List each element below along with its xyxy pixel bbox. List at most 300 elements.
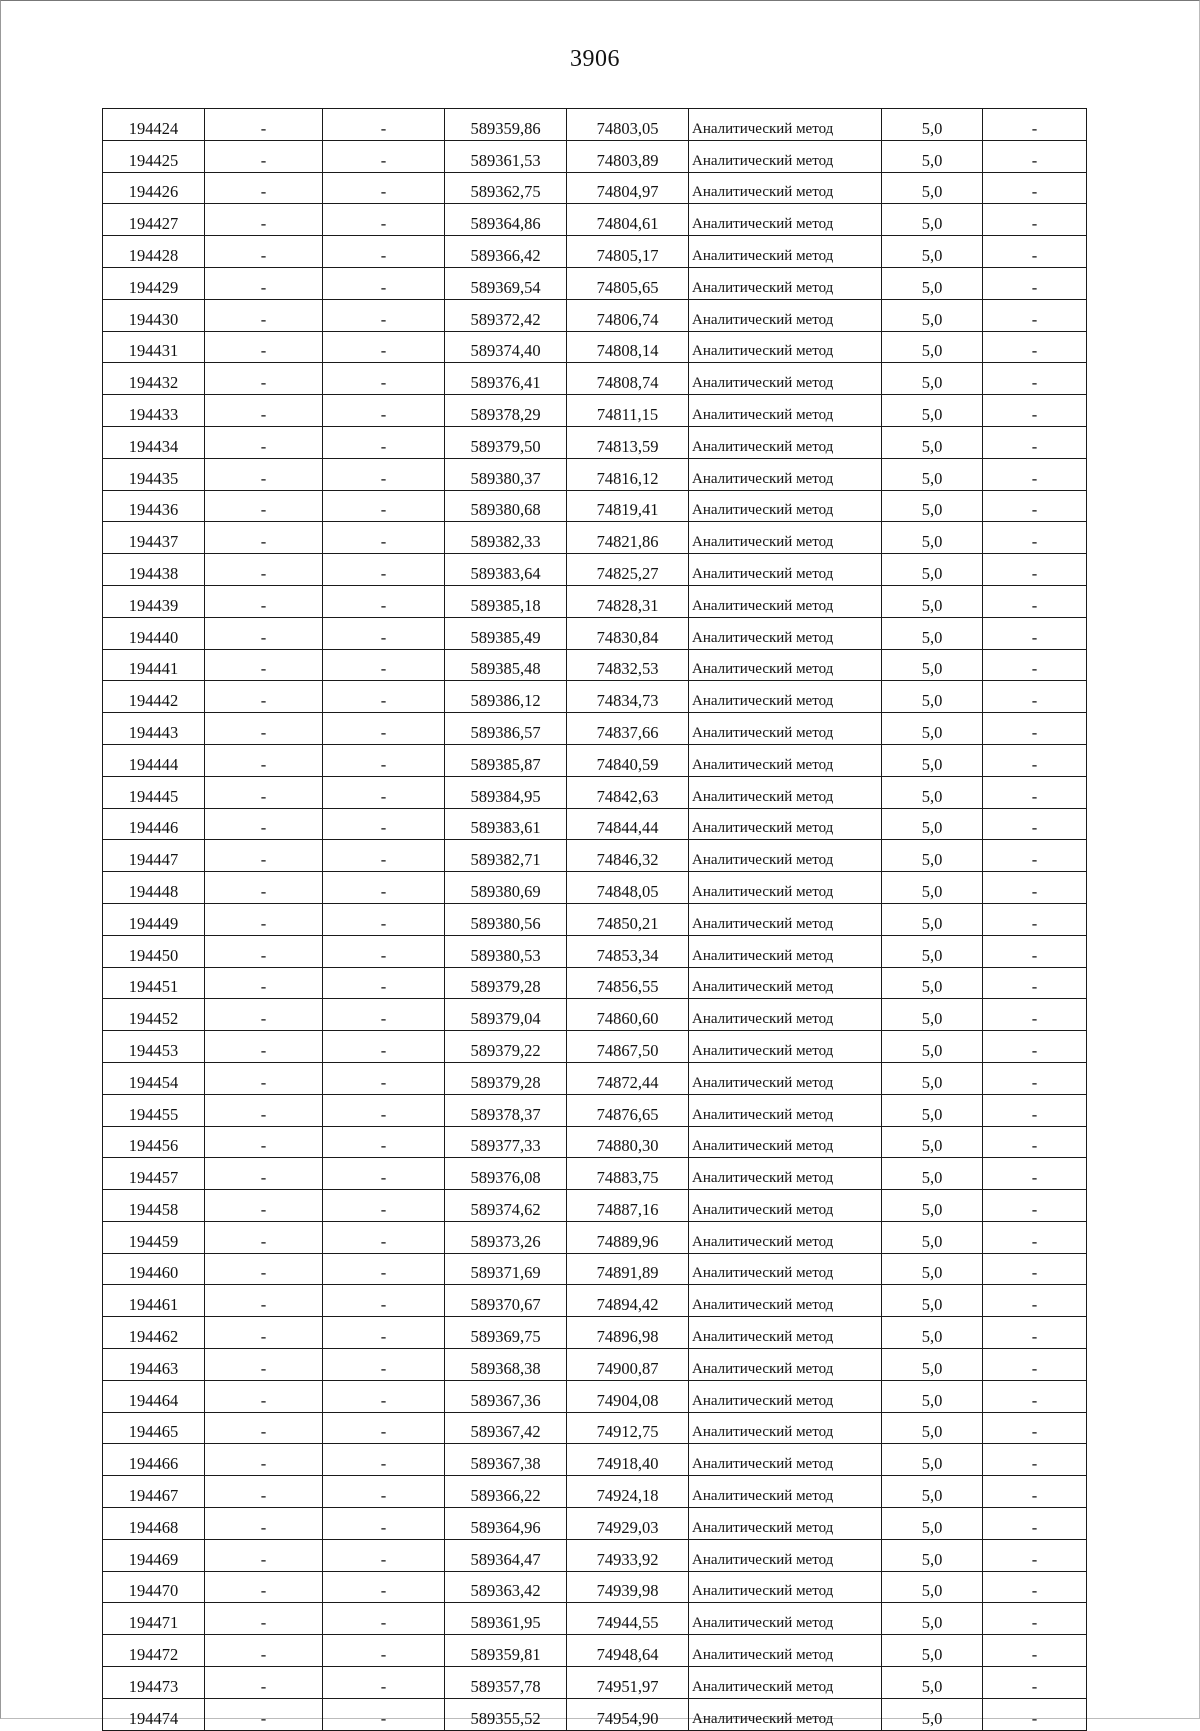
empty-value-cell: - — [323, 140, 445, 172]
empty-value-cell: - — [323, 554, 445, 586]
method-cell: Аналитический метод — [689, 1031, 882, 1063]
coordinate-x-cell: 589378,29 — [445, 395, 567, 427]
empty-value-cell: - — [323, 808, 445, 840]
coordinate-x-cell: 589362,75 — [445, 172, 567, 204]
method-cell: Аналитический метод — [689, 1444, 882, 1476]
table-row — [103, 331, 1087, 363]
coordinate-x-cell: 589359,81 — [445, 1635, 567, 1667]
empty-value-cell: - — [983, 363, 1087, 395]
empty-value-cell: - — [323, 1667, 445, 1699]
empty-value-cell: - — [205, 522, 323, 554]
accuracy-value-cell: 5,0 — [882, 585, 983, 617]
table-row — [103, 1190, 1087, 1222]
coordinate-y-cell: 74929,03 — [567, 1508, 689, 1540]
empty-value-cell: - — [205, 808, 323, 840]
point-number-cell: 194459 — [103, 1221, 205, 1253]
empty-value-cell: - — [205, 1476, 323, 1508]
coordinate-x-cell: 589363,42 — [445, 1571, 567, 1603]
coordinate-y-cell: 74821,86 — [567, 522, 689, 554]
coordinate-y-cell: 74805,65 — [567, 267, 689, 299]
coordinate-x-cell: 589378,37 — [445, 1094, 567, 1126]
method-cell: Аналитический метод — [689, 1635, 882, 1667]
empty-value-cell: - — [983, 713, 1087, 745]
empty-value-cell: - — [323, 363, 445, 395]
coordinate-y-cell: 74951,97 — [567, 1667, 689, 1699]
coordinate-x-cell: 589376,41 — [445, 363, 567, 395]
method-cell: Аналитический метод — [689, 649, 882, 681]
coordinate-x-cell: 589367,42 — [445, 1412, 567, 1444]
point-number-cell: 194467 — [103, 1476, 205, 1508]
coordinate-x-cell: 589366,22 — [445, 1476, 567, 1508]
method-cell: Аналитический метод — [689, 872, 882, 904]
empty-value-cell: - — [205, 1158, 323, 1190]
method-cell: Аналитический метод — [689, 967, 882, 999]
method-cell: Аналитический метод — [689, 426, 882, 458]
point-number-cell: 194432 — [103, 363, 205, 395]
empty-value-cell: - — [983, 872, 1087, 904]
accuracy-value-cell: 5,0 — [882, 1635, 983, 1667]
empty-value-cell: - — [983, 1062, 1087, 1094]
coordinate-y-cell: 74832,53 — [567, 649, 689, 681]
empty-value-cell: - — [323, 299, 445, 331]
point-number-cell: 194434 — [103, 426, 205, 458]
empty-value-cell: - — [323, 426, 445, 458]
empty-value-cell: - — [983, 903, 1087, 935]
table-row — [103, 1349, 1087, 1381]
coordinate-y-cell: 74808,74 — [567, 363, 689, 395]
coordinate-y-cell: 74880,30 — [567, 1126, 689, 1158]
coordinate-x-cell: 589380,37 — [445, 458, 567, 490]
point-number-cell: 194455 — [103, 1094, 205, 1126]
method-cell: Аналитический метод — [689, 585, 882, 617]
method-cell: Аналитический метод — [689, 840, 882, 872]
empty-value-cell: - — [323, 1221, 445, 1253]
empty-value-cell: - — [205, 585, 323, 617]
coordinate-y-cell: 74896,98 — [567, 1317, 689, 1349]
empty-value-cell: - — [323, 1031, 445, 1063]
accuracy-value-cell: 5,0 — [882, 999, 983, 1031]
empty-value-cell: - — [323, 1349, 445, 1381]
coordinate-y-cell: 74883,75 — [567, 1158, 689, 1190]
empty-value-cell: - — [983, 1126, 1087, 1158]
coordinate-y-cell: 74924,18 — [567, 1476, 689, 1508]
empty-value-cell: - — [323, 204, 445, 236]
table-row — [103, 1667, 1087, 1699]
empty-value-cell: - — [205, 458, 323, 490]
empty-value-cell: - — [983, 554, 1087, 586]
empty-value-cell: - — [323, 935, 445, 967]
coordinate-x-cell: 589372,42 — [445, 299, 567, 331]
point-number-cell: 194464 — [103, 1380, 205, 1412]
accuracy-value-cell: 5,0 — [882, 744, 983, 776]
accuracy-value-cell: 5,0 — [882, 363, 983, 395]
point-number-cell: 194454 — [103, 1062, 205, 1094]
empty-value-cell: - — [983, 840, 1087, 872]
empty-value-cell: - — [205, 554, 323, 586]
table-row — [103, 458, 1087, 490]
coordinate-x-cell: 589379,50 — [445, 426, 567, 458]
coordinate-x-cell: 589386,57 — [445, 713, 567, 745]
coordinate-y-cell: 74830,84 — [567, 617, 689, 649]
accuracy-value-cell: 5,0 — [882, 331, 983, 363]
empty-value-cell: - — [323, 1508, 445, 1540]
empty-value-cell: - — [323, 999, 445, 1031]
coordinate-y-cell: 74872,44 — [567, 1062, 689, 1094]
point-number-cell: 194473 — [103, 1667, 205, 1699]
point-number-cell: 194456 — [103, 1126, 205, 1158]
empty-value-cell: - — [323, 1253, 445, 1285]
method-cell: Аналитический метод — [689, 999, 882, 1031]
coordinate-y-cell: 74828,31 — [567, 585, 689, 617]
table-row — [103, 299, 1087, 331]
empty-value-cell: - — [205, 1412, 323, 1444]
coordinate-x-cell: 589384,95 — [445, 776, 567, 808]
coordinate-y-cell: 74933,92 — [567, 1539, 689, 1571]
empty-value-cell: - — [983, 426, 1087, 458]
accuracy-value-cell: 5,0 — [882, 109, 983, 141]
table-row — [103, 1571, 1087, 1603]
point-number-cell: 194449 — [103, 903, 205, 935]
accuracy-value-cell: 5,0 — [882, 1190, 983, 1222]
empty-value-cell: - — [205, 840, 323, 872]
table-row — [103, 649, 1087, 681]
method-cell: Аналитический метод — [689, 1698, 882, 1730]
empty-value-cell: - — [323, 1635, 445, 1667]
empty-value-cell: - — [205, 776, 323, 808]
method-cell: Аналитический метод — [689, 935, 882, 967]
accuracy-value-cell: 5,0 — [882, 681, 983, 713]
empty-value-cell: - — [983, 1094, 1087, 1126]
coordinate-x-cell: 589361,53 — [445, 140, 567, 172]
accuracy-value-cell: 5,0 — [882, 1126, 983, 1158]
table-row — [103, 967, 1087, 999]
coordinate-x-cell: 589385,87 — [445, 744, 567, 776]
point-number-cell: 194465 — [103, 1412, 205, 1444]
table-row — [103, 204, 1087, 236]
coordinate-x-cell: 589379,28 — [445, 1062, 567, 1094]
empty-value-cell: - — [983, 1285, 1087, 1317]
coordinate-y-cell: 74860,60 — [567, 999, 689, 1031]
coordinate-y-cell: 74811,15 — [567, 395, 689, 427]
table-row — [103, 267, 1087, 299]
coordinate-x-cell: 589382,71 — [445, 840, 567, 872]
empty-value-cell: - — [205, 1635, 323, 1667]
coordinate-x-cell: 589364,86 — [445, 204, 567, 236]
empty-value-cell: - — [323, 681, 445, 713]
point-number-cell: 194438 — [103, 554, 205, 586]
point-number-cell: 194439 — [103, 585, 205, 617]
coordinate-x-cell: 589355,52 — [445, 1698, 567, 1730]
empty-value-cell: - — [205, 1190, 323, 1222]
accuracy-value-cell: 5,0 — [882, 426, 983, 458]
empty-value-cell: - — [205, 1380, 323, 1412]
empty-value-cell: - — [323, 1603, 445, 1635]
accuracy-value-cell: 5,0 — [882, 140, 983, 172]
table-row — [103, 109, 1087, 141]
coordinate-y-cell: 74891,89 — [567, 1253, 689, 1285]
empty-value-cell: - — [205, 1349, 323, 1381]
accuracy-value-cell: 5,0 — [882, 808, 983, 840]
empty-value-cell: - — [323, 1094, 445, 1126]
coordinate-y-cell: 74816,12 — [567, 458, 689, 490]
empty-value-cell: - — [205, 1285, 323, 1317]
coordinate-y-cell: 74900,87 — [567, 1349, 689, 1381]
accuracy-value-cell: 5,0 — [882, 1062, 983, 1094]
table-row — [103, 490, 1087, 522]
empty-value-cell: - — [983, 1476, 1087, 1508]
table-row — [103, 935, 1087, 967]
method-cell: Аналитический метод — [689, 204, 882, 236]
empty-value-cell: - — [205, 1221, 323, 1253]
empty-value-cell: - — [983, 1603, 1087, 1635]
coordinate-x-cell: 589380,53 — [445, 935, 567, 967]
coordinate-y-cell: 74844,44 — [567, 808, 689, 840]
method-cell: Аналитический метод — [689, 1667, 882, 1699]
coordinate-y-cell: 74944,55 — [567, 1603, 689, 1635]
empty-value-cell: - — [983, 1571, 1087, 1603]
method-cell: Аналитический метод — [689, 617, 882, 649]
table-row — [103, 903, 1087, 935]
point-number-cell: 194451 — [103, 967, 205, 999]
empty-value-cell: - — [323, 490, 445, 522]
method-cell: Аналитический метод — [689, 808, 882, 840]
table-row — [103, 840, 1087, 872]
accuracy-value-cell: 5,0 — [882, 872, 983, 904]
table-row — [103, 744, 1087, 776]
empty-value-cell: - — [323, 1158, 445, 1190]
accuracy-value-cell: 5,0 — [882, 1380, 983, 1412]
method-cell: Аналитический метод — [689, 267, 882, 299]
accuracy-value-cell: 5,0 — [882, 1571, 983, 1603]
method-cell: Аналитический метод — [689, 1062, 882, 1094]
table-row — [103, 872, 1087, 904]
method-cell: Аналитический метод — [689, 681, 882, 713]
empty-value-cell: - — [205, 1317, 323, 1349]
table-row — [103, 1285, 1087, 1317]
accuracy-value-cell: 5,0 — [882, 903, 983, 935]
coordinate-x-cell: 589376,08 — [445, 1158, 567, 1190]
table-row — [103, 395, 1087, 427]
table-row — [103, 808, 1087, 840]
accuracy-value-cell: 5,0 — [882, 1539, 983, 1571]
empty-value-cell: - — [323, 617, 445, 649]
coordinate-x-cell: 589385,48 — [445, 649, 567, 681]
method-cell: Аналитический метод — [689, 1221, 882, 1253]
empty-value-cell: - — [205, 1031, 323, 1063]
empty-value-cell: - — [205, 490, 323, 522]
coordinate-x-cell: 589371,69 — [445, 1253, 567, 1285]
empty-value-cell: - — [983, 458, 1087, 490]
coordinate-y-cell: 74819,41 — [567, 490, 689, 522]
empty-value-cell: - — [983, 1221, 1087, 1253]
coordinate-x-cell: 589383,64 — [445, 554, 567, 586]
accuracy-value-cell: 5,0 — [882, 1603, 983, 1635]
table-row — [103, 1221, 1087, 1253]
empty-value-cell: - — [983, 744, 1087, 776]
coordinate-y-cell: 74918,40 — [567, 1444, 689, 1476]
table-row — [103, 1635, 1087, 1667]
empty-value-cell: - — [983, 204, 1087, 236]
empty-value-cell: - — [205, 1571, 323, 1603]
method-cell: Аналитический метод — [689, 395, 882, 427]
empty-value-cell: - — [983, 1380, 1087, 1412]
accuracy-value-cell: 5,0 — [882, 1349, 983, 1381]
method-cell: Аналитический метод — [689, 140, 882, 172]
method-cell: Аналитический метод — [689, 744, 882, 776]
coordinate-x-cell: 589379,28 — [445, 967, 567, 999]
table-row — [103, 554, 1087, 586]
empty-value-cell: - — [323, 267, 445, 299]
coordinate-x-cell: 589379,22 — [445, 1031, 567, 1063]
empty-value-cell: - — [205, 140, 323, 172]
empty-value-cell: - — [205, 299, 323, 331]
coordinate-y-cell: 74825,27 — [567, 554, 689, 586]
point-number-cell: 194446 — [103, 808, 205, 840]
table-row — [103, 1253, 1087, 1285]
empty-value-cell: - — [205, 267, 323, 299]
point-number-cell: 194470 — [103, 1571, 205, 1603]
table-row — [103, 681, 1087, 713]
coordinates-table-body — [103, 109, 1087, 1731]
accuracy-value-cell: 5,0 — [882, 1317, 983, 1349]
empty-value-cell: - — [323, 1444, 445, 1476]
empty-value-cell: - — [983, 1508, 1087, 1540]
accuracy-value-cell: 5,0 — [882, 236, 983, 268]
empty-value-cell: - — [323, 1698, 445, 1730]
table-row — [103, 363, 1087, 395]
empty-value-cell: - — [983, 172, 1087, 204]
empty-value-cell: - — [323, 1380, 445, 1412]
coordinate-y-cell: 74846,32 — [567, 840, 689, 872]
empty-value-cell: - — [983, 140, 1087, 172]
coordinate-y-cell: 74912,75 — [567, 1412, 689, 1444]
method-cell: Аналитический метод — [689, 1094, 882, 1126]
coordinate-y-cell: 74954,90 — [567, 1698, 689, 1730]
coordinates-table — [102, 108, 1087, 1731]
coordinate-x-cell: 589380,68 — [445, 490, 567, 522]
coordinate-y-cell: 74805,17 — [567, 236, 689, 268]
accuracy-value-cell: 5,0 — [882, 1221, 983, 1253]
coordinate-y-cell: 74948,64 — [567, 1635, 689, 1667]
coordinate-x-cell: 589383,61 — [445, 808, 567, 840]
table-row — [103, 1412, 1087, 1444]
empty-value-cell: - — [323, 872, 445, 904]
accuracy-value-cell: 5,0 — [882, 1031, 983, 1063]
table-row — [103, 1062, 1087, 1094]
coordinate-y-cell: 74853,34 — [567, 935, 689, 967]
table-row — [103, 1508, 1087, 1540]
empty-value-cell: - — [323, 1476, 445, 1508]
empty-value-cell: - — [205, 649, 323, 681]
empty-value-cell: - — [983, 109, 1087, 141]
empty-value-cell: - — [983, 1635, 1087, 1667]
coordinate-y-cell: 74856,55 — [567, 967, 689, 999]
coordinate-x-cell: 589386,12 — [445, 681, 567, 713]
accuracy-value-cell: 5,0 — [882, 1094, 983, 1126]
empty-value-cell: - — [323, 744, 445, 776]
empty-value-cell: - — [323, 522, 445, 554]
coordinate-y-cell: 74867,50 — [567, 1031, 689, 1063]
point-number-cell: 194469 — [103, 1539, 205, 1571]
empty-value-cell: - — [983, 1190, 1087, 1222]
table-row — [103, 522, 1087, 554]
table-row — [103, 140, 1087, 172]
accuracy-value-cell: 5,0 — [882, 1158, 983, 1190]
coordinate-x-cell: 589359,86 — [445, 109, 567, 141]
empty-value-cell: - — [323, 1539, 445, 1571]
method-cell: Аналитический метод — [689, 236, 882, 268]
empty-value-cell: - — [983, 299, 1087, 331]
method-cell: Аналитический метод — [689, 458, 882, 490]
method-cell: Аналитический метод — [689, 903, 882, 935]
empty-value-cell: - — [983, 617, 1087, 649]
empty-value-cell: - — [205, 395, 323, 427]
empty-value-cell: - — [323, 1412, 445, 1444]
coordinate-y-cell: 74840,59 — [567, 744, 689, 776]
empty-value-cell: - — [323, 840, 445, 872]
table-row — [103, 999, 1087, 1031]
empty-value-cell: - — [983, 236, 1087, 268]
empty-value-cell: - — [323, 458, 445, 490]
empty-value-cell: - — [983, 1444, 1087, 1476]
accuracy-value-cell: 5,0 — [882, 967, 983, 999]
empty-value-cell: - — [205, 1094, 323, 1126]
empty-value-cell: - — [983, 935, 1087, 967]
empty-value-cell: - — [323, 395, 445, 427]
coordinate-y-cell: 74804,61 — [567, 204, 689, 236]
point-number-cell: 194443 — [103, 713, 205, 745]
coordinate-y-cell: 74808,14 — [567, 331, 689, 363]
empty-value-cell: - — [983, 1031, 1087, 1063]
accuracy-value-cell: 5,0 — [882, 554, 983, 586]
empty-value-cell: - — [205, 999, 323, 1031]
coordinate-y-cell: 74850,21 — [567, 903, 689, 935]
accuracy-value-cell: 5,0 — [882, 299, 983, 331]
table-row — [103, 1476, 1087, 1508]
empty-value-cell: - — [205, 172, 323, 204]
coordinate-y-cell: 74834,73 — [567, 681, 689, 713]
empty-value-cell: - — [205, 1062, 323, 1094]
point-number-cell: 194444 — [103, 744, 205, 776]
empty-value-cell: - — [983, 1349, 1087, 1381]
accuracy-value-cell: 5,0 — [882, 935, 983, 967]
point-number-cell: 194433 — [103, 395, 205, 427]
table-row — [103, 1698, 1087, 1730]
point-number-cell: 194441 — [103, 649, 205, 681]
method-cell: Аналитический метод — [689, 713, 882, 745]
page-number: 3906 — [570, 46, 620, 72]
accuracy-value-cell: 5,0 — [882, 1444, 983, 1476]
coordinate-x-cell: 589385,49 — [445, 617, 567, 649]
empty-value-cell: - — [983, 490, 1087, 522]
table-row — [103, 172, 1087, 204]
empty-value-cell: - — [205, 1126, 323, 1158]
empty-value-cell: - — [205, 1253, 323, 1285]
empty-value-cell: - — [323, 236, 445, 268]
table-row — [103, 1380, 1087, 1412]
empty-value-cell: - — [323, 1062, 445, 1094]
method-cell: Аналитический метод — [689, 363, 882, 395]
empty-value-cell: - — [323, 109, 445, 141]
accuracy-value-cell: 5,0 — [882, 1253, 983, 1285]
accuracy-value-cell: 5,0 — [882, 1667, 983, 1699]
accuracy-value-cell: 5,0 — [882, 458, 983, 490]
accuracy-value-cell: 5,0 — [882, 840, 983, 872]
method-cell: Аналитический метод — [689, 554, 882, 586]
empty-value-cell: - — [983, 1158, 1087, 1190]
empty-value-cell: - — [323, 1571, 445, 1603]
empty-value-cell: - — [323, 967, 445, 999]
